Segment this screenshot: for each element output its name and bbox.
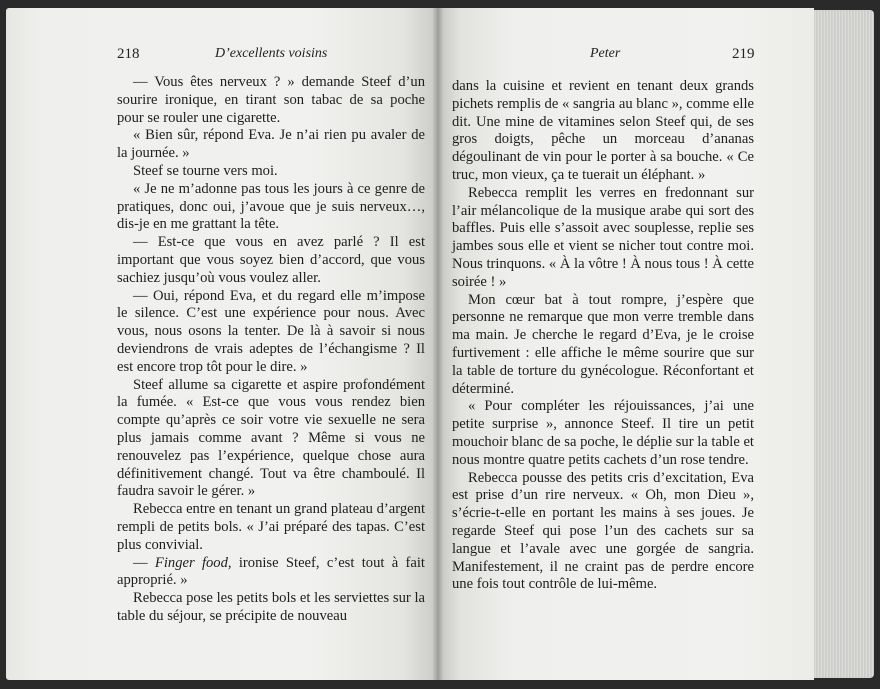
paragraph: Rebecca pousse des petits cris d’excitation, Eva est prise d’un rire nerveux. « Oh, mon Dieu », s’écrie-t-elle en portant les mains à ses joues. Je regarde Steef qui pose l’un des cachets sur sa langue et l’avale avec une gorgée de sangria. Manifestement, il ne craint pas de perdre encore une fois tout contrôle de lui-même. bbox=[452, 469, 754, 593]
book-gutter bbox=[432, 8, 444, 680]
right-running-title: Peter bbox=[590, 46, 621, 61]
left-page-number: 218 bbox=[117, 46, 140, 62]
paragraph: Mon cœur bat à tout rompre, j’espère que personne ne remarque que mon verre tremble dans ma main. Je cherche le regard d’Eva, je le croise furtivement : elle affiche le même sourire que sur la table de torture du gynécologue. Réconfortant et déterminé. bbox=[452, 291, 754, 397]
paragraph: Steef se tourne vers moi. bbox=[133, 162, 278, 179]
paragraph: Steef allume sa cigarette et aspire profondément la fumée. « Est-ce que vous vous rendez bien compte qu’après ce soir votre vie sexuelle ne sera plus jamais comme avant ? Même si vous ne renouvelez pas l’expérience, quelque chose aura définitivement changé. Tout va être chamboulé. Il faudra savoir le gérer. » bbox=[117, 376, 425, 500]
paragraph: — Vous êtes nerveux ? » demande Steef d’un sourire ironique, en tirant son tabac de sa poche pour se rouler une cigarette. bbox=[117, 74, 425, 126]
right-page-number: 219 bbox=[732, 46, 755, 62]
left-running-title: D’excellents voisins bbox=[215, 46, 328, 61]
paragraph: — Oui, répond Eva, et du regard elle m’impose le silence. C’est une expérience pour nous. Avec vous, nous osons la tenter. De là à savoir si nous deviendrons de vrais adeptes de l’échangisme ? Il est encore trop tôt pour le dire. » bbox=[117, 287, 425, 375]
paragraph: Rebecca pose les petits bols et les serviettes sur la table du séjour, se précipite de nouveau bbox=[117, 590, 425, 624]
paragraph: — Finger food, ironise Steef, c’est tout à fait approprié. » bbox=[117, 554, 425, 589]
left-page-text bbox=[117, 74, 425, 626]
right-page bbox=[438, 8, 814, 680]
right-page-text bbox=[452, 78, 754, 594]
paragraph: Rebecca remplit les verres en fredonnant sur l’air mélancolique de la musique arabe qui sort des baffles. Puis elle s’assoit avec souplesse, replie ses jambes sous elle et vient se nicher tout contre moi. Nous trinquons. « À la vôtre ! À nous tous ! À cette soirée ! » bbox=[452, 184, 754, 290]
paragraph: Rebecca entre en tenant un grand plateau d’argent rempli de petits bols. « J’ai préparé des tapas. C’est plus convivial. bbox=[117, 501, 425, 553]
italic-phrase: Finger food bbox=[154, 554, 228, 571]
page-edges bbox=[812, 10, 874, 678]
paragraph: « Pour compléter les réjouissances, j’ai une petite surprise », annonce Steef. Il tire un petit mouchoir blanc de sa poche, le déplie sur la table et nous montre quatre petits cachets d’un rose tendre. bbox=[452, 398, 754, 468]
paragraph: dans la cuisine et revient en tenant deux grands pichets remplis de « sangria au blanc », comme elle dit. Une mine de vitamines selon Steef qui, de ses gros doigts, pêche un morceau d’ananas dégoulinant de vin pour le porter à sa bouche. « Ce truc, mon vieux, ça te tuerait un éléphant. » bbox=[452, 78, 754, 183]
paragraph: « Bien sûr, répond Eva. Je n’ai rien pu avaler de la journée. » bbox=[117, 127, 425, 162]
left-page bbox=[6, 8, 438, 680]
paragraph: « Je ne m’adonne pas tous les jours à ce genre de pratiques, donc oui, j’avoue que je suis nerveux…, dis-je en me grattant la tête. bbox=[117, 180, 425, 233]
paragraph: — Est-ce que vous en avez parlé ? Il est important que vous soyez bien d’accord, que vous sachiez jusqu’où vous voulez aller. bbox=[117, 234, 425, 286]
